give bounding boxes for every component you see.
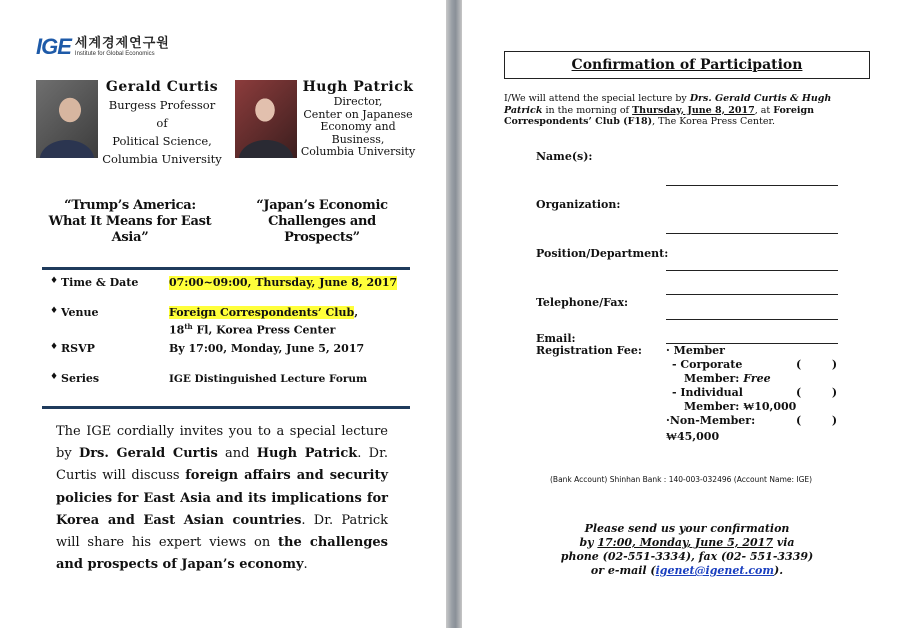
speaker-patrick (300, 78, 416, 159)
name-field[interactable] (666, 185, 838, 186)
registration-fee-label: Registration Fee: (536, 344, 642, 357)
nonmember-checkbox[interactable]: ( ) (796, 414, 838, 427)
lecture-title-patrick: “Japan’s Economic Challenges and Prospects” (256, 198, 388, 245)
speaker-title-line: Business, (331, 132, 385, 146)
speaker-title-line: Director, (333, 95, 383, 108)
diamond-bullet-icon: ♦ (50, 342, 59, 352)
divider (42, 406, 410, 409)
diamond-bullet-icon: ♦ (50, 276, 59, 286)
logo-mark: IGE (36, 34, 71, 59)
ige-logo (36, 36, 170, 58)
telephone-label: Telephone/Fax: (536, 296, 629, 309)
position-label: Position/Department: (536, 247, 669, 260)
email-link[interactable]: igenet@igenet.com (655, 564, 775, 577)
organization-label: Organization: (536, 198, 621, 211)
speaker-name: Gerald Curtis (105, 79, 219, 95)
organization-field[interactable] (666, 233, 838, 234)
photo-gerald-curtis (36, 80, 98, 158)
diamond-bullet-icon: ♦ (50, 306, 59, 316)
speaker-title-line: Columbia University (102, 152, 222, 166)
send-instructions: Please send us your confirmation by 17:00, Monday, June 5, 2017 via phone (02-551-3334), fax (02- 551-3339) or e-mail (igenet@igenet.com). (560, 522, 814, 577)
telephone-field[interactable] (666, 294, 838, 295)
time-value: 07:00~09:00, Thursday, June 8, 2017 (169, 276, 398, 289)
bank-account: (Bank Account) Shinhan Bank : 140-003-032496 (Account Name: IGE) (550, 475, 813, 484)
logo-korean: 세계경제연구원 (74, 35, 170, 50)
photo-hugh-patrick (235, 80, 297, 158)
logo-english: Institute for Global Economics (74, 51, 155, 57)
speaker-title-line: Political Science, (112, 134, 212, 148)
speaker-title-line: Economy and (320, 120, 396, 133)
email-label: Email: (536, 332, 576, 345)
attendance-statement: I/We will attend the special lecture by Drs. Gerald Curtis & Hugh Patrick in the morning of Thursday, June 8, 2017, at Foreign Correspondents’ Club (F18), The Korea Press Center. (504, 93, 832, 127)
speaker-title-line: Center on Japanese (303, 107, 413, 121)
position-field[interactable] (666, 270, 838, 271)
name-label: Name(s): (536, 150, 593, 163)
email-field[interactable] (666, 319, 838, 320)
speaker-title-line: Burgess Professor of (108, 98, 216, 130)
invitation-text: The IGE cordially invites you to a special lecture by Drs. Gerald Curtis and Hugh Patrick. Dr. Curtis will discuss foreign affairs and security policies for East Asia and its implications for Korea and East Asian countries. Dr. Patrick will share his expert views on the challenges and prospects of Japan’s economy. (56, 424, 389, 573)
left-page: IGE 세계경제연구원 Institute for Global Economics Gerald Curtis Burgess Professor of Political Science, Columbia University Hugh Patrick Director, Center on Japanese Economy and Business, Columbia University “Trump’s America: What It Means for East Asia” “Japan’s Economic Challenges and Prospects” ♦ Time & Date 07:00~09:00, Thursday, June 8, 2017 ♦ Venue Foreign Correspondents’ Club, 18th Fl, Korea Press Center ♦ RSVP By 17:00, Monday, June 5, 2017 ♦ Series IGE Distinguished Lecture Forum The IGE cordially invites you to a special lecture by Drs. Gerald Curtis and Hugh Patrick. Dr. Curtis will discuss foreign affairs and security policies for East Asia and its implications for Korea and East Asian countries. Dr. Patrick will share his expert views on the challenges and prospects of Japan’s economy. (0, 0, 446, 628)
speaker-title-line: Columbia University (300, 145, 416, 158)
speaker-curtis (102, 78, 222, 168)
corporate-checkbox[interactable]: ( ) (796, 358, 838, 371)
right-page: Confirmation of Participation I/We will attend the special lecture by Drs. Gerald Curtis & Hugh Patrick in the morning of Thursday, June 8, 2017, at Foreign Correspondents’ Club (F18), The Korea Press Center. Name(s): Organization: Position/Department: Telephone/Fax: Email: Registration Fee: · Member - Corporate ( ) Member: Free - Individual ( ) Member: ₩10,000 ·Non-Member: ( ) ₩45,000 (Bank Account) Shinhan Bank : 140-003-032496 (Account Name: IGE) Please send us your confirmation by 17:00, Monday, June 5, 2017 via phone (02-551-3334), fax (02- 551-3339) or e-mail (igenet@igenet.com). (462, 0, 909, 628)
speaker-name: Hugh Patrick (302, 79, 414, 95)
form-title: Confirmation of Participation (504, 51, 870, 79)
diamond-bullet-icon: ♦ (50, 372, 59, 382)
lecture-title-curtis: “Trump’s America: What It Means for East Asia” (48, 198, 212, 245)
page-gutter (446, 0, 462, 628)
divider (42, 267, 410, 270)
venue-name: Foreign Correspondents’ Club (169, 306, 355, 319)
individual-checkbox[interactable]: ( ) (796, 386, 838, 399)
